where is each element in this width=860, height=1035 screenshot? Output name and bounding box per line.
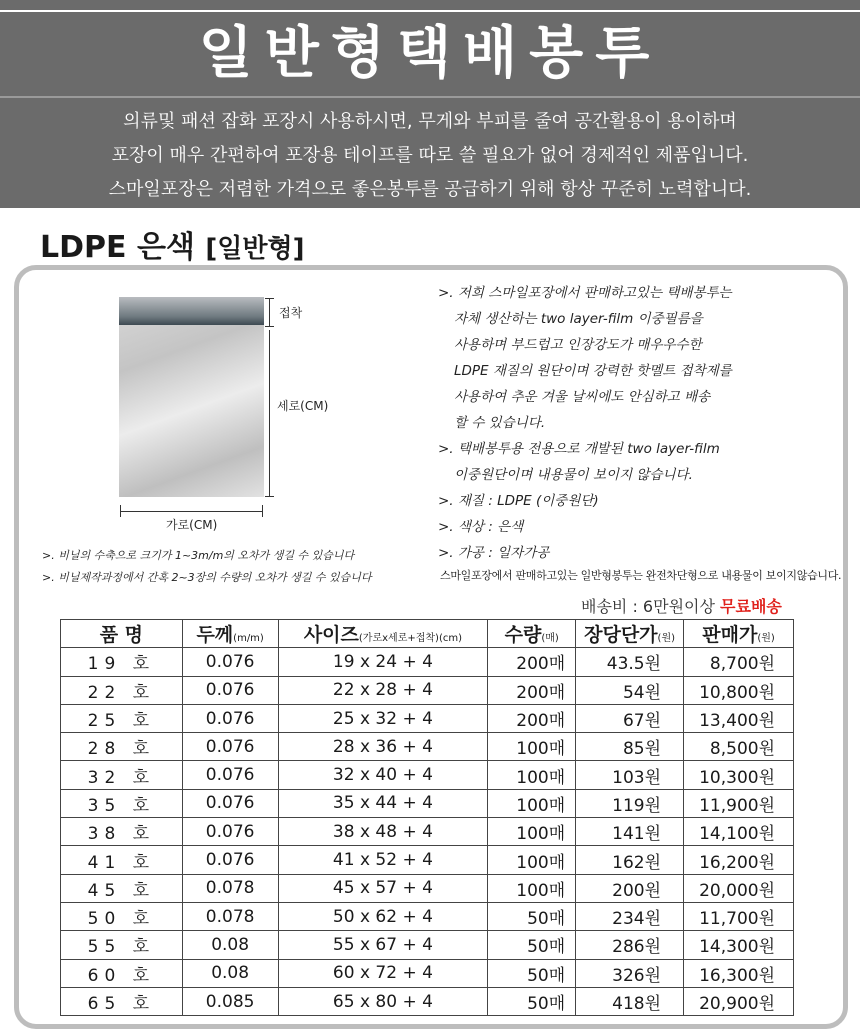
desc-line: >. 택배봉투용 전용으로 개발된 two layer-film: [438, 441, 720, 457]
cell-name: 50 호: [61, 902, 183, 930]
table-row: [61, 818, 794, 846]
cell-size: 19 x 24 + 4: [278, 648, 488, 676]
cell-price: 11,700원: [684, 902, 794, 930]
section-title-sub: [일반형]: [205, 234, 305, 264]
cell-size: 41 x 52 + 4: [278, 846, 488, 874]
cell-unit-price: 85원: [576, 733, 684, 761]
cell-unit-price: 103원: [576, 761, 684, 789]
section-title: [40, 222, 304, 266]
table-row: [61, 987, 794, 1015]
table-row: [61, 874, 794, 902]
cell-qty: 100매: [488, 789, 576, 817]
cell-size: 35 x 44 + 4: [278, 789, 488, 817]
cell-thickness: 0.076: [182, 704, 278, 732]
width-dimension-line: [120, 511, 263, 512]
cell-size: 32 x 40 + 4: [278, 761, 488, 789]
cell-size: 60 x 72 + 4: [278, 959, 488, 987]
bag-image: [119, 297, 264, 497]
cell-price: 20,900원: [684, 987, 794, 1015]
cell-price: 13,400원: [684, 704, 794, 732]
dimension-tick: [262, 505, 263, 517]
cell-unit-price: 43.5원: [576, 648, 684, 676]
cell-thickness: 0.078: [182, 874, 278, 902]
header-name: 품 명: [61, 620, 183, 648]
cell-qty: 50매: [488, 987, 576, 1015]
page-title: 일반형택배봉투: [198, 21, 662, 86]
cell-name: 28 호: [61, 733, 183, 761]
free-shipping-badge: 무료배송: [720, 597, 782, 616]
desc-line: >. 저희 스마일포장에서 판매하고있는 택배봉투는: [438, 285, 732, 301]
intro-line: 포장이 매우 간편하여 포장용 테이프를 따로 쓸 필요가 없어 경제적인 제품입니다.: [111, 145, 749, 166]
cell-unit-price: 418원: [576, 987, 684, 1015]
desc-line: 할 수 있습니다.: [454, 415, 546, 431]
header-divider: [0, 96, 860, 98]
bag-seal-strip: [119, 297, 264, 325]
height-label: 세로(CM): [277, 399, 329, 413]
header-unit-price: 장당단가(원): [576, 620, 684, 648]
price-table: [60, 619, 794, 1016]
desc-line: >. 가공 : 일자가공: [438, 545, 550, 561]
cell-unit-price: 234원: [576, 902, 684, 930]
cell-name: 41 호: [61, 846, 183, 874]
cell-thickness: 0.076: [182, 733, 278, 761]
cell-unit-price: 119원: [576, 789, 684, 817]
cell-name: 65 호: [61, 987, 183, 1015]
cell-unit-price: 286원: [576, 931, 684, 959]
opacity-note: 스마일포장에서 판매하고있는 일반형봉투는 완전차단형으로 내용물이 보이지않습니다.: [440, 569, 842, 582]
header-thickness: 두께(m/m): [182, 620, 278, 648]
height-dimension-line: [269, 330, 270, 496]
desc-line: LDPE 재질의 원단이며 강력한 핫멜트 접착제를: [454, 363, 732, 379]
cell-qty: 50매: [488, 902, 576, 930]
cell-size: 45 x 57 + 4: [278, 874, 488, 902]
dimension-tick: [265, 496, 274, 497]
cell-name: 25 호: [61, 704, 183, 732]
table-row: [61, 733, 794, 761]
cell-thickness: 0.08: [182, 959, 278, 987]
product-description: [438, 280, 732, 566]
cell-thickness: 0.085: [182, 987, 278, 1015]
cell-price: 14,100원: [684, 818, 794, 846]
cell-qty: 50매: [488, 959, 576, 987]
table-row: [61, 931, 794, 959]
cell-price: 14,300원: [684, 931, 794, 959]
cell-thickness: 0.076: [182, 761, 278, 789]
cell-qty: 100매: [488, 846, 576, 874]
intro-text: [0, 105, 860, 207]
cell-size: 38 x 48 + 4: [278, 818, 488, 846]
cell-thickness: 0.076: [182, 676, 278, 704]
cell-price: 16,200원: [684, 846, 794, 874]
intro-line: 스마일포장은 저렴한 가격으로 좋은봉투를 공급하기 위해 항상 꾸준히 노력합니다.: [108, 179, 752, 200]
table-row: [61, 902, 794, 930]
cell-thickness: 0.076: [182, 818, 278, 846]
section-title-main: LDPE 은색: [40, 230, 195, 265]
cell-name: 45 호: [61, 874, 183, 902]
seal-label: 접착: [279, 306, 303, 320]
cell-price: 8,700원: [684, 648, 794, 676]
cell-unit-price: 67원: [576, 704, 684, 732]
dimension-tick: [265, 326, 274, 327]
desc-line: 이중원단이며 내용물이 보이지 않습니다.: [454, 467, 693, 483]
cell-name: 32 호: [61, 761, 183, 789]
cell-name: 35 호: [61, 789, 183, 817]
cell-qty: 100매: [488, 874, 576, 902]
shipping-info: [581, 594, 782, 617]
cell-size: 50 x 62 + 4: [278, 902, 488, 930]
width-label: 가로(CM): [166, 518, 218, 532]
seal-dimension-line: [269, 298, 270, 326]
cell-size: 22 x 28 + 4: [278, 676, 488, 704]
note-shrink: >. 비닐의 수축으로 크기가 1~3m/m의 오차가 생길 수 있습니다: [42, 549, 355, 562]
cell-unit-price: 54원: [576, 676, 684, 704]
cell-size: 55 x 67 + 4: [278, 931, 488, 959]
cell-unit-price: 200원: [576, 874, 684, 902]
cell-thickness: 0.078: [182, 902, 278, 930]
cell-unit-price: 326원: [576, 959, 684, 987]
desc-line: >. 재질 : LDPE (이중원단): [438, 493, 599, 509]
cell-name: 38 호: [61, 818, 183, 846]
header-top-line: [0, 10, 860, 12]
table-row: [61, 761, 794, 789]
desc-line: >. 색상 : 은색: [438, 519, 524, 535]
cell-name: 55 호: [61, 931, 183, 959]
cell-price: 8,500원: [684, 733, 794, 761]
table-row: [61, 789, 794, 817]
desc-line: 자체 생산하는 two layer-film 이중필름을: [454, 311, 703, 327]
header-size: 사이즈(가로x세로+접착)(cm): [278, 620, 488, 648]
shipping-label: 배송비 : 6만원이상: [581, 597, 715, 616]
cell-size: 28 x 36 + 4: [278, 733, 488, 761]
cell-thickness: 0.076: [182, 789, 278, 817]
header-qty: 수량(매): [488, 620, 576, 648]
cell-price: 16,300원: [684, 959, 794, 987]
cell-qty: 200매: [488, 676, 576, 704]
cell-price: 20,000원: [684, 874, 794, 902]
cell-qty: 50매: [488, 931, 576, 959]
cell-size: 25 x 32 + 4: [278, 704, 488, 732]
cell-price: 10,800원: [684, 676, 794, 704]
cell-qty: 100매: [488, 761, 576, 789]
cell-thickness: 0.076: [182, 648, 278, 676]
table-row: [61, 704, 794, 732]
cell-qty: 200매: [488, 704, 576, 732]
note-quantity: >. 비닐제작과정에서 간혹 2~3장의 수량의 오차가 생길 수 있습니다: [42, 571, 372, 584]
cell-size: 65 x 80 + 4: [278, 987, 488, 1015]
dimension-tick: [265, 298, 274, 299]
cell-thickness: 0.08: [182, 931, 278, 959]
dimension-tick: [120, 505, 121, 517]
desc-line: 사용하며 부드럽고 인장강도가 매우우수한: [454, 337, 702, 353]
cell-qty: 200매: [488, 648, 576, 676]
cell-name: 60 호: [61, 959, 183, 987]
cell-unit-price: 141원: [576, 818, 684, 846]
table-row: [61, 846, 794, 874]
cell-qty: 100매: [488, 733, 576, 761]
cell-thickness: 0.076: [182, 846, 278, 874]
table-row: [61, 676, 794, 704]
cell-name: 19 호: [61, 648, 183, 676]
table-row: [61, 648, 794, 676]
table-row: [61, 959, 794, 987]
table-header-row: [61, 620, 794, 648]
header-price: 판매가(원): [684, 620, 794, 648]
cell-qty: 100매: [488, 818, 576, 846]
cell-name: 22 호: [61, 676, 183, 704]
cell-price: 11,900원: [684, 789, 794, 817]
intro-line: 의류및 패션 잡화 포장시 사용하시면, 무게와 부피를 줄여 공간활용이 용이하며: [123, 111, 737, 132]
cell-unit-price: 162원: [576, 846, 684, 874]
desc-line: 사용하여 추운 겨울 날씨에도 안심하고 배송: [454, 389, 711, 405]
cell-price: 10,300원: [684, 761, 794, 789]
